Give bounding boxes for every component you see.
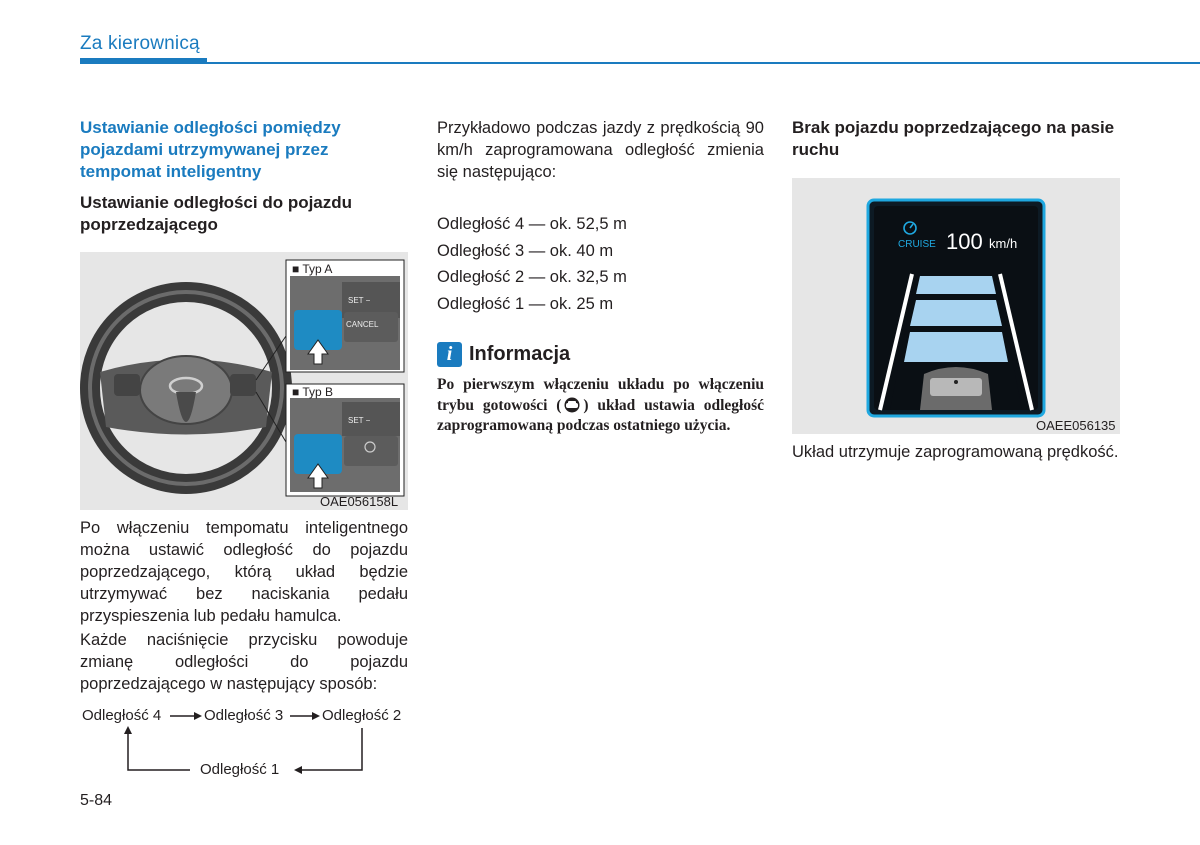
right-caption: Układ utrzymuje zaprogramowaną prędkość. bbox=[792, 443, 1119, 461]
set-speed: 100 bbox=[946, 229, 983, 254]
distance-item: Odległość 3 — ok. 40 m bbox=[437, 241, 614, 260]
sequence-distance-1: Odległość 1 bbox=[200, 761, 280, 778]
right-figure-code: OAEE056135 bbox=[1036, 418, 1116, 433]
paragraph-2: Każde naciśnięcie przycisku powoduje zmianę odległości do pojazdu poprzedzającego w następujący sposób: bbox=[80, 631, 408, 693]
info-icon: i bbox=[437, 342, 462, 367]
cruise-label: CRUISE bbox=[898, 239, 936, 250]
right-heading: Brak pojazdu poprzedzającego na pasie ruchu bbox=[792, 118, 1115, 159]
type-b-label: ■ Typ B bbox=[292, 385, 334, 399]
example-intro: Przykładowo podczas jazdy z prędkością 90 km/h zaprogramowana odległość zmienia się następująco: bbox=[437, 119, 764, 181]
section-title: Za kierownicą bbox=[80, 33, 200, 54]
cluster-display-figure bbox=[792, 178, 1120, 434]
sequence-distance-4: Odległość 4 bbox=[82, 707, 162, 724]
car-distance-icon bbox=[561, 397, 583, 413]
steering-wheel-figure bbox=[80, 252, 408, 510]
sequence-distance-3: Odległość 3 bbox=[204, 707, 284, 724]
steering-wheel-illustration bbox=[80, 252, 408, 510]
set-label-a: SET − bbox=[348, 296, 371, 305]
set-label-b: SET − bbox=[348, 416, 371, 425]
header-rule bbox=[80, 62, 1200, 64]
speed-unit: km/h bbox=[989, 236, 1018, 251]
page-number: 5-84 bbox=[80, 792, 113, 809]
cancel-label: CANCEL bbox=[346, 320, 379, 329]
distance-list bbox=[437, 211, 764, 317]
cluster-display-illustration bbox=[792, 178, 1120, 434]
type-a-label: ■ Typ A bbox=[292, 262, 333, 276]
info-text: Po pierwszym włączeniu układu po włączeniu trybu gotowości ( ) układ ustawia odległość zaprogramowaną podczas ostatniego użycia. bbox=[437, 376, 764, 434]
info-header bbox=[437, 342, 570, 367]
header-rule-accent bbox=[80, 58, 207, 64]
paragraph-1: Po włączeniu tempomatu inteligentnego można ustawić odległość do pojazdu poprzedzającego, którą układ będzie utrzymywać bez naciskania pedału przyspieszenia lub pedału hamulca. bbox=[80, 519, 408, 625]
sub-heading: Ustawianie odległości do pojazdu poprzedzającego bbox=[80, 193, 353, 234]
distance-item: Odległość 4 — ok. 52,5 m bbox=[437, 215, 627, 233]
main-heading: Ustawianie odległości pomiędzy pojazdami utrzymywanej przez tempomat inteligentny bbox=[80, 118, 341, 181]
sequence-distance-2: Odległość 2 bbox=[322, 707, 402, 724]
distance-item: Odległość 1 — ok. 25 m bbox=[437, 294, 614, 313]
distance-item: Odległość 2 — ok. 32,5 m bbox=[437, 268, 627, 286]
figure-code: OAE056158L bbox=[320, 494, 399, 509]
info-title: Informacja bbox=[469, 343, 571, 365]
